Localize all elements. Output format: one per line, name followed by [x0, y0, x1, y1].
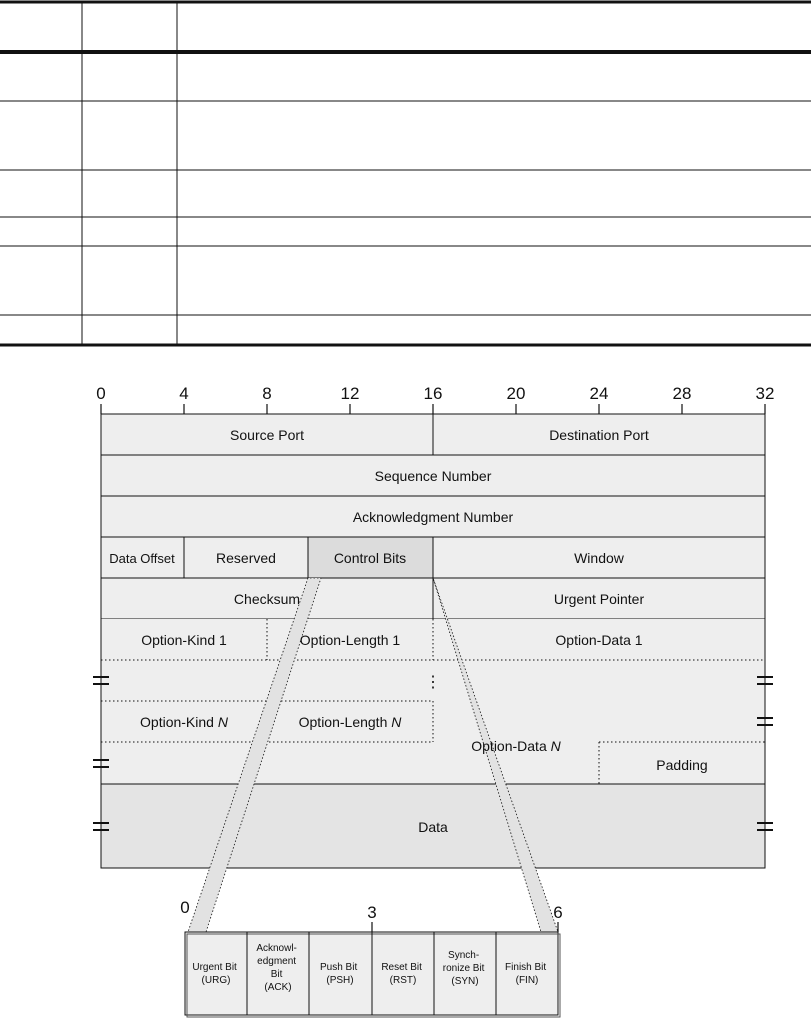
flag-urg: Urgent Bit (URG): [192, 962, 237, 986]
bit-tick-label: 20: [506, 384, 526, 403]
flag-rst: Reset Bit (RST): [381, 962, 422, 986]
label-acknowledgment-number: Acknowledgment Number: [352, 509, 514, 525]
label-option-data-n: Option-Data N: [471, 738, 561, 754]
label-destination-port: Destination Port: [549, 427, 649, 443]
bit-ruler: [96, 384, 774, 414]
flag-fin: Finish Bit (FIN): [505, 962, 547, 986]
bit-tick-label: 8: [262, 384, 272, 403]
control-bits-detail: [180, 898, 562, 1017]
bit-tick-label: 16: [423, 384, 443, 403]
label-padding: Padding: [656, 757, 708, 773]
flag-psh: Push Bit (PSH): [319, 962, 358, 986]
label-window: Window: [574, 550, 624, 566]
bit-tick-label: 0: [96, 384, 106, 403]
label-option-kind-n: Option-Kind N: [140, 714, 228, 730]
label-option-length-1: Option-Length 1: [299, 632, 401, 648]
label-option-length-n: Option-Length N: [298, 714, 402, 730]
detail-tick-label: 0: [180, 898, 190, 917]
detail-ruler: [180, 898, 562, 922]
label-option-data-1: Option-Data 1: [555, 632, 643, 648]
flag-ack: Acknowl- edgment Bit (ACK): [256, 943, 297, 993]
label-urgent-pointer: Urgent Pointer: [553, 591, 645, 607]
label-reserved: Reserved: [216, 550, 276, 566]
label-checksum: Checksum: [233, 591, 301, 607]
label-data: Data: [418, 819, 448, 835]
label-source-port: Source Port: [230, 427, 304, 443]
bit-tick-label: 32: [755, 384, 775, 403]
flag-syn: Synch- ronize Bit (SYN): [442, 950, 485, 987]
detail-tick-label: 6: [553, 903, 563, 922]
label-control-bits: Control Bits: [333, 550, 407, 566]
label-option-kind-1: Option-Kind 1: [141, 632, 227, 648]
bit-tick-label: 24: [589, 384, 609, 403]
label-ellipsis: ⋮: [425, 674, 441, 691]
detail-tick-label: 3: [367, 903, 377, 922]
bit-tick-label: 4: [179, 384, 189, 403]
label-data-offset: Data Offset: [109, 551, 175, 566]
label-sequence-number: Sequence Number: [374, 468, 492, 484]
bit-tick-label: 12: [340, 384, 360, 403]
bit-tick-label: 28: [672, 384, 692, 403]
